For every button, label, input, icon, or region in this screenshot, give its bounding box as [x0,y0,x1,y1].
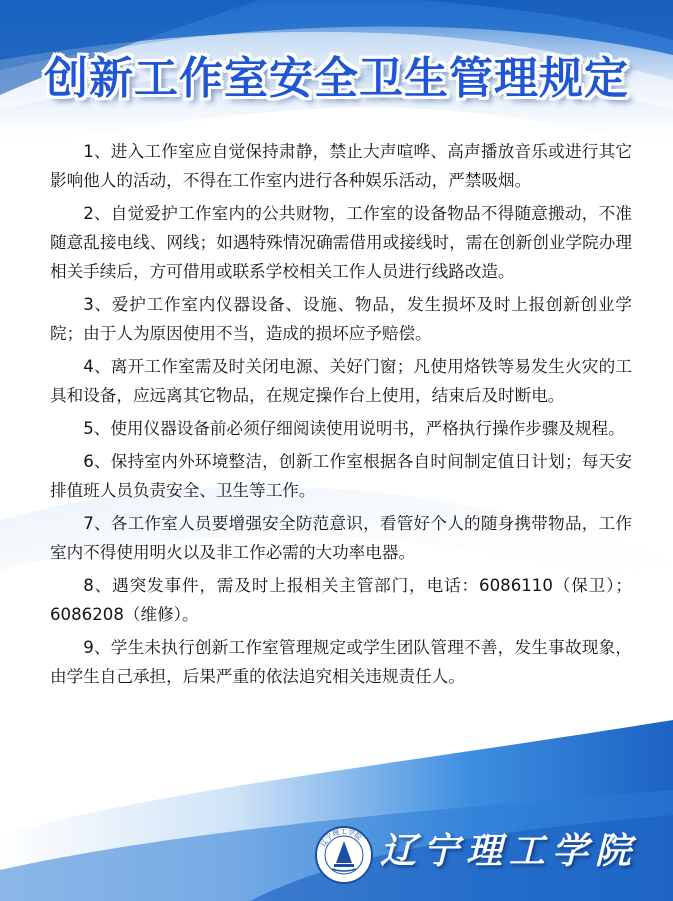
rule-2: 2、自觉爱护工作室内的公共财物，工作室的设备物品不得随意搬动，不准随意乱接电线、网线；如遇特殊情况确需借用或接线时，需在创新创业学院办理相关手续后，方可借用或联系学校相关工作人员进行线路改造。 [50,204,632,281]
rule-8: 8、遇突发事件，需及时上报相关主管部门，电话：6086110（保卫）；6086208（维修）。 [50,576,632,624]
rule-6: 6、保持室内外环境整洁，创新工作室根据各自时间制定值日计划；每天安排值班人员负责安全、卫生等工作。 [50,452,632,500]
svg-text:辽宁理工学院: 辽宁理工学院 [319,827,364,849]
rules-list [50,137,632,695]
university-seal-logo [314,825,374,885]
rule-5: 5、使用仪器设备前必须仔细阅读使用说明书，严格执行操作步骤及规程。 [83,419,625,438]
rule-1: 1、进入工作室应自觉保持肃静，禁止大声喧哗、高声播放音乐或进行其它影响他人的活动，不得在工作室内进行各种娱乐活动，严禁吸烟。 [50,142,632,190]
page-title: 创新工作室安全卫生管理规定 [44,53,629,104]
rule-9: 9、学生未执行创新工作室管理规定或学生团队管理不善，发生事故现象，由学生自己承担，后果严重的依法追究相关违规责任人。 [50,638,632,686]
rule-7: 7、各工作室人员要增强安全防范意识，看管好个人的随身携带物品，工作室内不得使用明火以及非工作必需的大功率电器。 [50,514,632,562]
rule-4: 4、离开工作室需及时关闭电源、关好门窗；凡使用烙铁等易发生火灾的工具和设备，应远离其它物品，在规定操作台上使用，结束后及时断电。 [50,357,632,405]
school-name: 辽宁理工学院 [380,830,639,872]
rule-3: 3、爱护工作室内仪器设备、设施、物品，发生损坏及时上报创新创业学院；由于人为原因使用不当，造成的损坏应予赔偿。 [50,295,632,343]
